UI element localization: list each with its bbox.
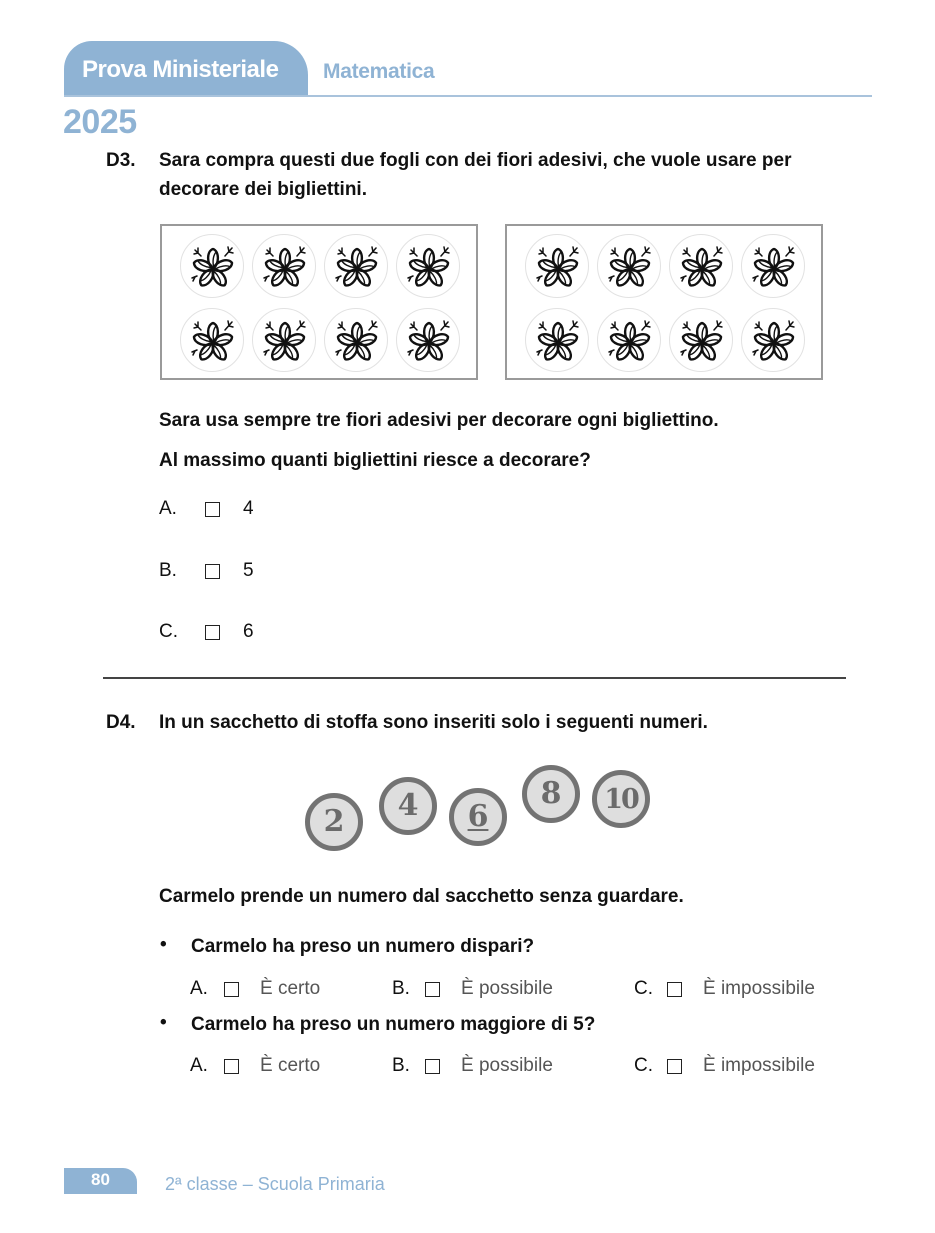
flower-sticker — [597, 308, 661, 372]
flower-sticker — [525, 308, 589, 372]
d3-statement: Sara usa sempre tre fiori adesivi per decorare ogni bigliettino. — [159, 410, 719, 431]
d3-question: Al massimo quanti bigliettini riesce a decorare? — [159, 450, 591, 471]
flower-sticker — [669, 234, 733, 298]
bullet: • — [160, 934, 167, 955]
option-value: È certo — [260, 978, 321, 999]
option-letter: A. — [190, 978, 208, 999]
checkbox[interactable] — [205, 564, 220, 579]
sticker-sheet-2 — [505, 224, 823, 380]
d3-intro — [159, 146, 791, 204]
option-value: È possibile — [461, 978, 553, 999]
d3-intro-line1: Sara compra questi due fogli con dei fiori adesivi, che vuole usare per — [159, 150, 792, 171]
d4-statement: Carmelo prende un numero dal sacchetto senza guardare. — [159, 886, 684, 907]
header-divider — [64, 95, 872, 97]
option-value: È impossibile — [703, 978, 815, 999]
checkbox[interactable] — [224, 982, 239, 997]
header-tab-label: Prova Ministeriale — [82, 56, 279, 83]
number-coin-4 — [379, 777, 437, 835]
number-coin-10 — [592, 770, 650, 828]
option-letter: C. — [159, 621, 178, 642]
d3-intro-line2: decorare dei bigliettini. — [159, 179, 367, 200]
footer-text: 2ª classe – Scuola Primaria — [165, 1174, 385, 1194]
option-value: È certo — [260, 1055, 321, 1076]
option-letter: C. — [634, 978, 653, 999]
coin-label: 4 — [397, 788, 419, 823]
flower-sticker — [252, 234, 316, 298]
coin-label: 2 — [323, 804, 345, 839]
option-letter: B. — [392, 978, 410, 999]
option-value: 4 — [243, 498, 254, 519]
option-letter: B. — [159, 560, 177, 581]
checkbox[interactable] — [224, 1059, 239, 1074]
checkbox[interactable] — [425, 982, 440, 997]
flower-sticker — [741, 234, 805, 298]
option-letter: C. — [634, 1055, 653, 1076]
flower-sticker — [597, 234, 661, 298]
flower-sticker — [669, 308, 733, 372]
number-coin-2 — [305, 793, 363, 851]
flower-sticker — [180, 234, 244, 298]
header-subject: Matematica — [323, 60, 435, 83]
section-separator — [103, 677, 846, 679]
option-letter: B. — [392, 1055, 410, 1076]
bullet: • — [160, 1012, 167, 1033]
flower-sticker — [525, 234, 589, 298]
d4-q2-text: Carmelo ha preso un numero maggiore di 5? — [191, 1014, 596, 1035]
header-year: 2025 — [63, 103, 137, 141]
option-value: È possibile — [461, 1055, 553, 1076]
coin-label: 10 — [604, 783, 638, 815]
sticker-sheet-1 — [160, 224, 478, 380]
flower-sticker — [324, 234, 388, 298]
d4-number: D4. — [106, 712, 136, 733]
flower-sticker — [252, 308, 316, 372]
d4-intro: In un sacchetto di stoffa sono inseriti solo i seguenti numeri. — [159, 712, 708, 733]
checkbox[interactable] — [205, 502, 220, 517]
option-value: 6 — [243, 621, 254, 642]
flower-sticker — [180, 308, 244, 372]
checkbox[interactable] — [667, 982, 682, 997]
d3-number: D3. — [106, 150, 136, 171]
number-coin-8 — [522, 765, 580, 823]
flower-sticker — [324, 308, 388, 372]
option-value: È impossibile — [703, 1055, 815, 1076]
number-coin-6 — [449, 788, 507, 846]
checkbox[interactable] — [425, 1059, 440, 1074]
coin-label: 6 — [467, 799, 489, 834]
flower-sticker — [396, 234, 460, 298]
flower-sticker — [741, 308, 805, 372]
checkbox[interactable] — [667, 1059, 682, 1074]
coin-label: 8 — [540, 776, 562, 811]
flower-sticker — [396, 308, 460, 372]
option-letter: A. — [190, 1055, 208, 1076]
d4-q1-text: Carmelo ha preso un numero dispari? — [191, 936, 535, 957]
option-letter: A. — [159, 498, 177, 519]
page-number: 80 — [91, 1170, 110, 1189]
option-value: 5 — [243, 560, 254, 581]
checkbox[interactable] — [205, 625, 220, 640]
